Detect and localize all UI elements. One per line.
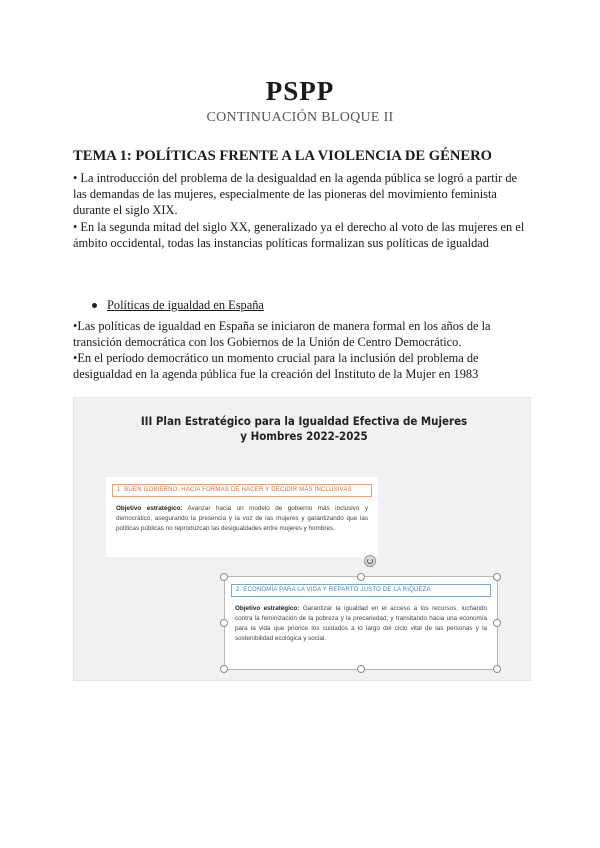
paragraph-3: •Las políticas de igualdad en España se iniciaron de manera formal en los años de la transición democrática con los Gobiernos de la Unión de Centro Democrático. <box>73 319 491 349</box>
resize-handle-middle-right[interactable] <box>493 619 501 627</box>
card-2-body <box>235 604 487 644</box>
card-1-body-bold: Objetivo estratégico: <box>116 505 183 512</box>
resize-handle-bottom-center[interactable] <box>357 665 365 673</box>
resize-handle-top-left[interactable] <box>220 573 228 581</box>
resize-handle-top-right[interactable] <box>493 573 501 581</box>
page-title: PSPP <box>265 76 335 106</box>
figure-title <box>129 414 479 444</box>
bullet-dot-icon <box>92 303 97 308</box>
paragraph-1: • La introducción del problema de la desigualdad en la agenda pública se logró a partir de las demandas de las mujeres, especialmente de las pioneras del movimiento feminista durante el siglo XIX. <box>73 171 518 217</box>
resize-handle-middle-left[interactable] <box>220 619 228 627</box>
card-1-body-text: Avanzar hacia un modelo de gobierno más inclusivo y democrático, asegurando la presencia y la voz de las mujeres y garantizando que las políticas públicas no reproduzcan las desigualdades entre mujeres y hombres. <box>116 505 368 532</box>
resize-handle-bottom-right[interactable] <box>493 665 501 673</box>
card-2-label: 2. ECONOMÍA PARA LA VIDA Y REPARTO JUSTO DE LA RIQUEZA <box>231 584 491 597</box>
card-1-body <box>116 504 368 534</box>
card-1-label: 1. BUEN GOBIERNO: HACIA FORMAS DE HACER Y DECIDIR MÁS INCLUSIVAS <box>112 484 372 497</box>
resize-handle-bottom-left[interactable] <box>220 665 228 673</box>
figure-title-line-2: y Hombres 2022-2025 <box>240 430 368 443</box>
resize-handle-top-center[interactable] <box>357 573 365 581</box>
figure-card-1 <box>106 477 378 557</box>
embedded-figure <box>73 397 531 681</box>
section-heading: TEMA 1: POLÍTICAS FRENTE A LA VIOLENCIA DE GÉNERO <box>73 148 492 164</box>
paragraph-4: •En el período democrático un momento crucial para la inclusión del problema de desigualdad en la agenda pública fue la creación del Instituto de la Mujer en 1983 <box>73 351 479 381</box>
figure-card-2[interactable] <box>224 576 498 670</box>
card-2-body-text: Garantizar la igualdad en el acceso a los recursos, luchando contra la feminización de la pobreza y la precariedad; y transitando hacia una economía para la vida que priorice los cuidados a lo largo del ciclo vital de las personas y la sostenibilidad ecológica y social. <box>235 605 487 642</box>
rotate-handle-icon[interactable] <box>364 555 376 567</box>
figure-title-line-1: III Plan Estratégico para la Igualdad Efectiva de Mujeres <box>140 415 468 428</box>
card-2-body-bold: Objetivo estratégico: <box>235 605 300 612</box>
bullet-item <box>92 298 264 313</box>
page-subtitle: CONTINUACIÓN BLOQUE II <box>206 110 394 125</box>
bullet-item-text: Políticas de igualdad en España <box>107 298 264 312</box>
paragraph-2: • En la segunda mitad del siglo XX, generalizado ya el derecho al voto de las mujeres en el ámbito occidental, todas las instancias políticas formalizan sus políticas de igualdad <box>73 220 525 250</box>
